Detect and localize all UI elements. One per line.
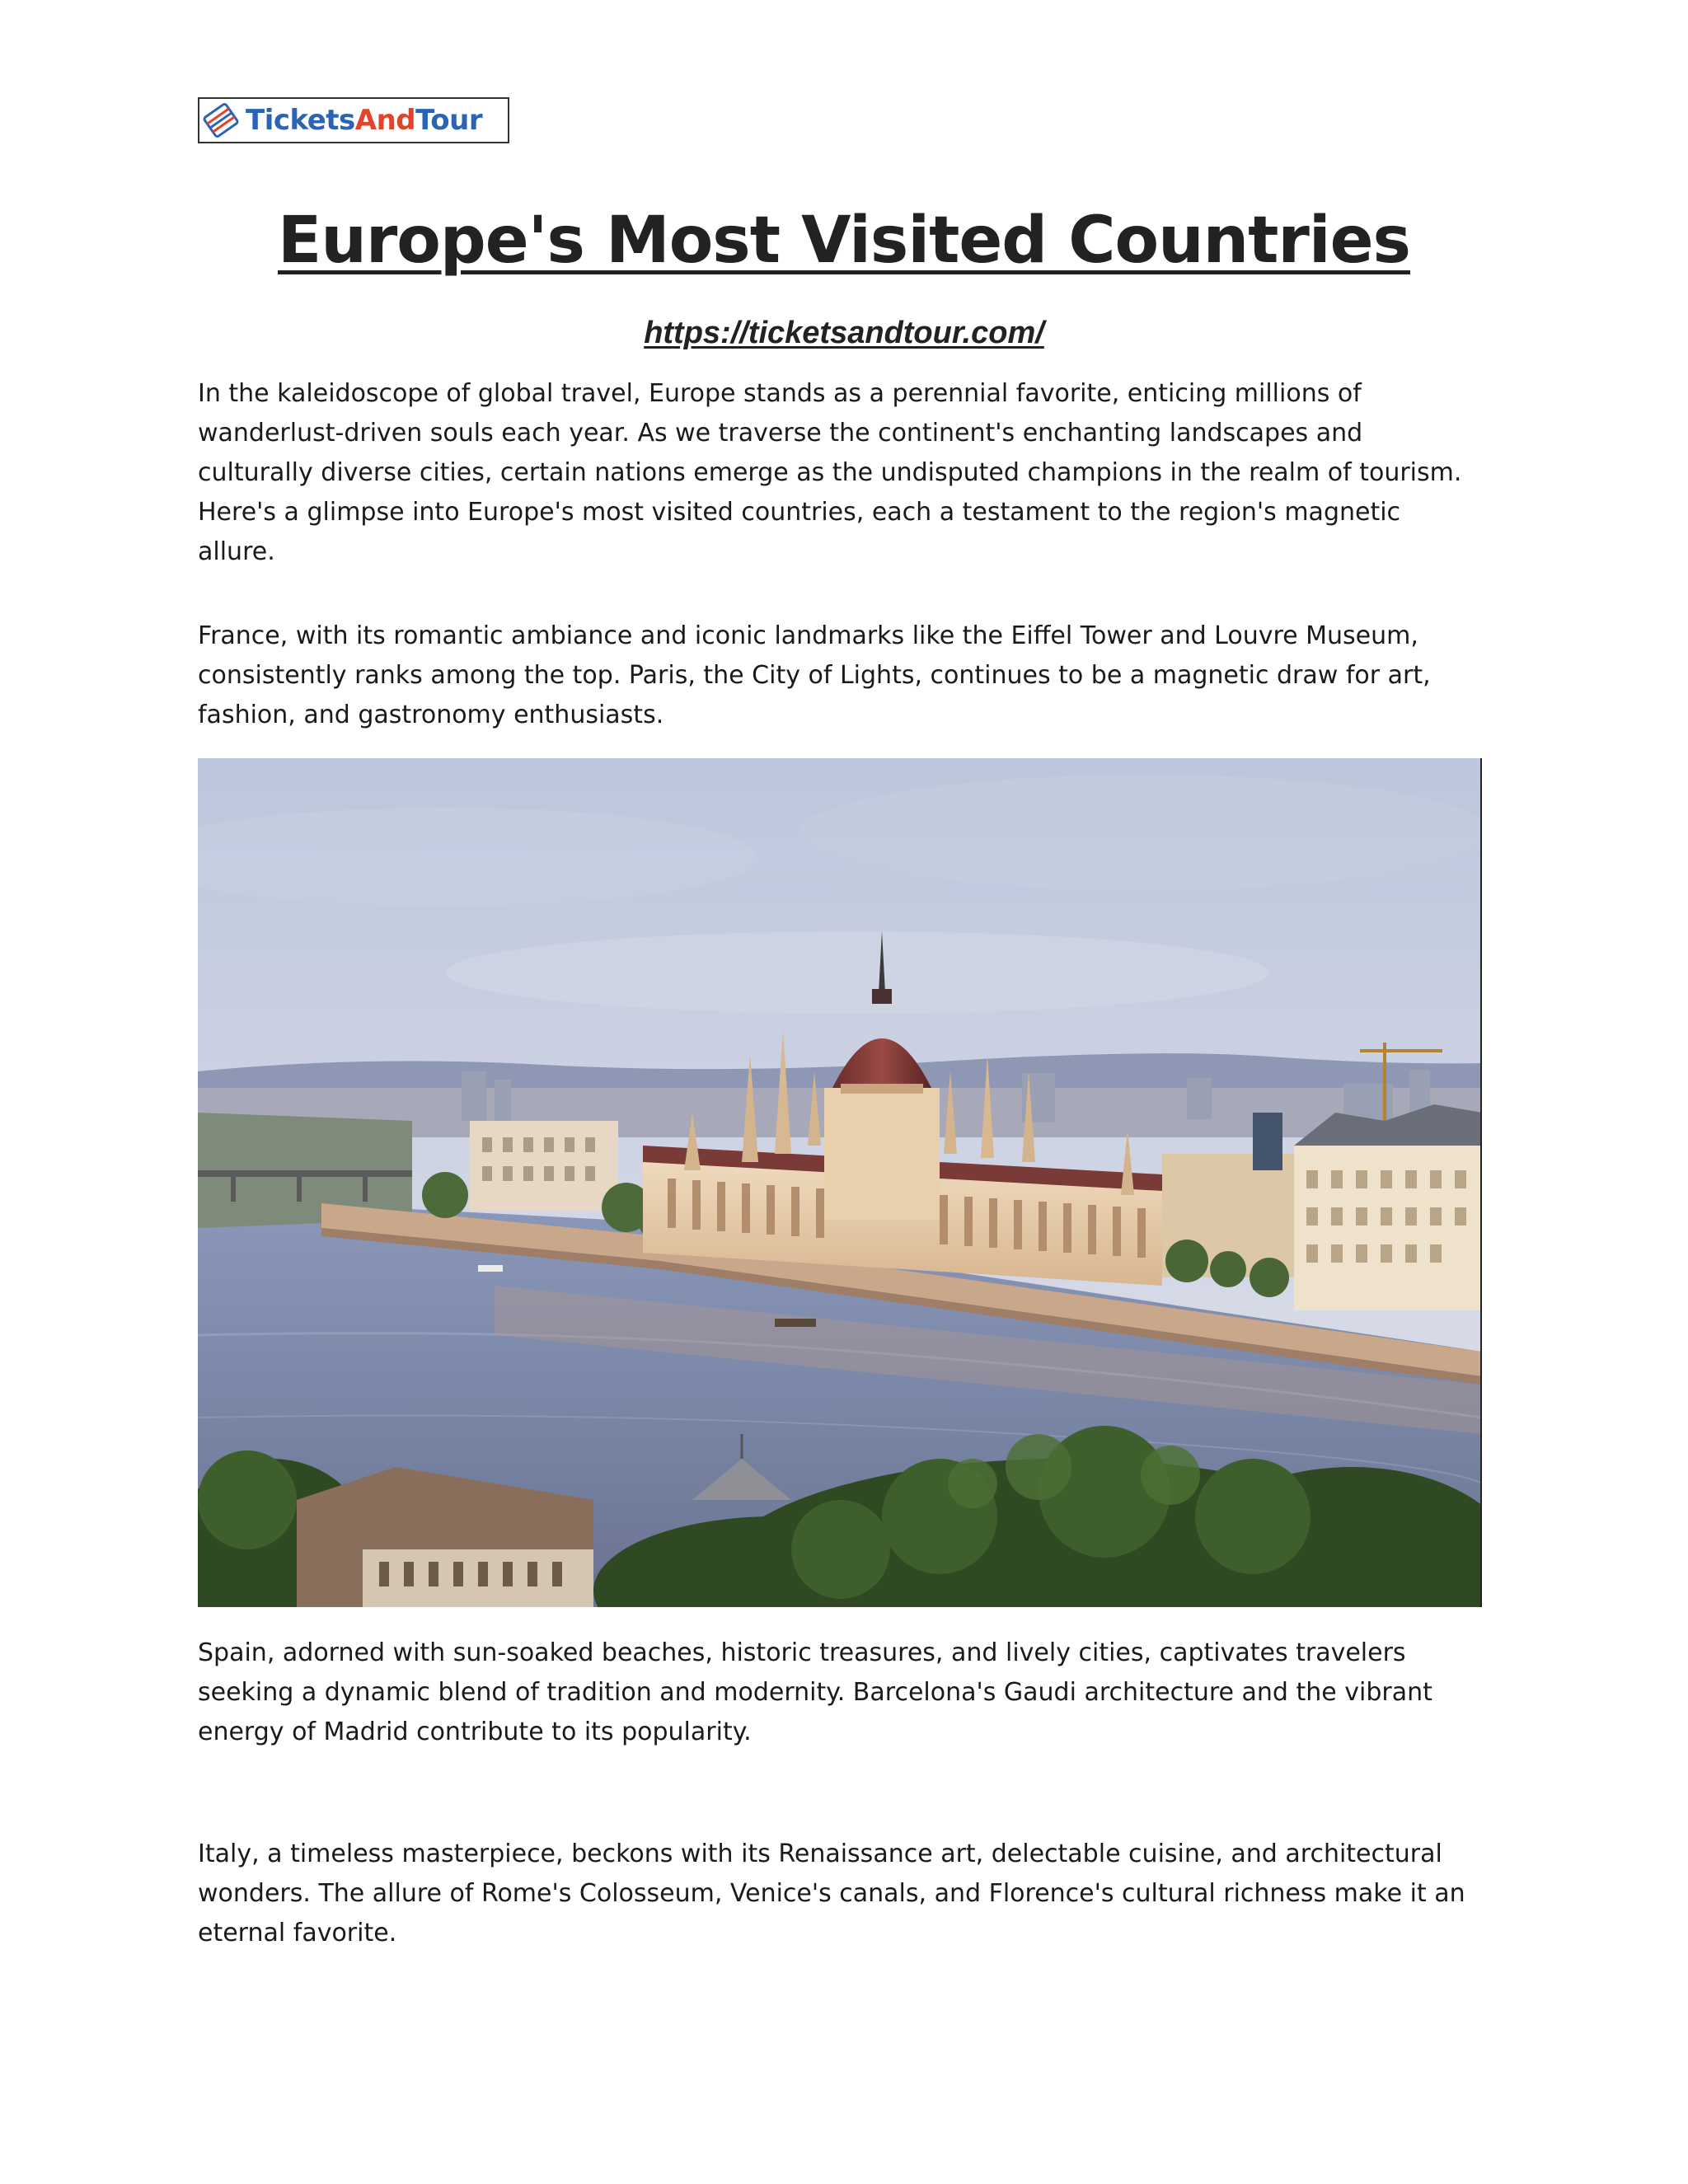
france-paragraph: France, with its romantic ambiance and iconic landmarks like the Eiffel Tower and Louvre Museum, consistently ranks among the top. Paris, the City of Lights, continues to be a magnetic draw for art, fashion, and gastronomy enthusiasts. [198, 621, 1431, 729]
page-title: Europe's Most Visited Countries [278, 204, 1410, 278]
ticket-logo-icon [201, 101, 241, 140]
italy-paragraph: Italy, a timeless masterpiece, beckons with its Renaissance art, delectable cuisine, and architectural wonders. The allure of Rome's Colosseum, Venice's canals, and Florence's cultural richness make it an eternal favorite. [198, 1840, 1465, 1947]
spain-paragraph: Spain, adorned with sun-soaked beaches, historic treasures, and lively cities, captivates travelers seeking a dynamic blend of tradition and modernity. Barcelona's Gaudi architecture and the vibrant energy of Madrid contribute to its popularity. [198, 1638, 1432, 1746]
parliament-river-photo [198, 758, 1482, 1607]
tickets-and-tour-logo[interactable] [198, 97, 509, 143]
logo-text: TicketsAndTour [246, 104, 483, 137]
intro-paragraph: In the kaleidoscope of global travel, Europe stands as a perennial favorite, enticing millions of wanderlust-driven souls each year. As we traverse the continent's enchanting landscapes and culturally diverse cities, certain nations emerge as the undisputed champions in the realm of tourism. Here's a glimpse into Europe's most visited countries, each a testament to the region's magnetic allure. [198, 379, 1462, 566]
cityscape-illustration [198, 758, 1482, 1607]
website-link[interactable]: https://ticketsandtour.com/ [644, 316, 1044, 350]
